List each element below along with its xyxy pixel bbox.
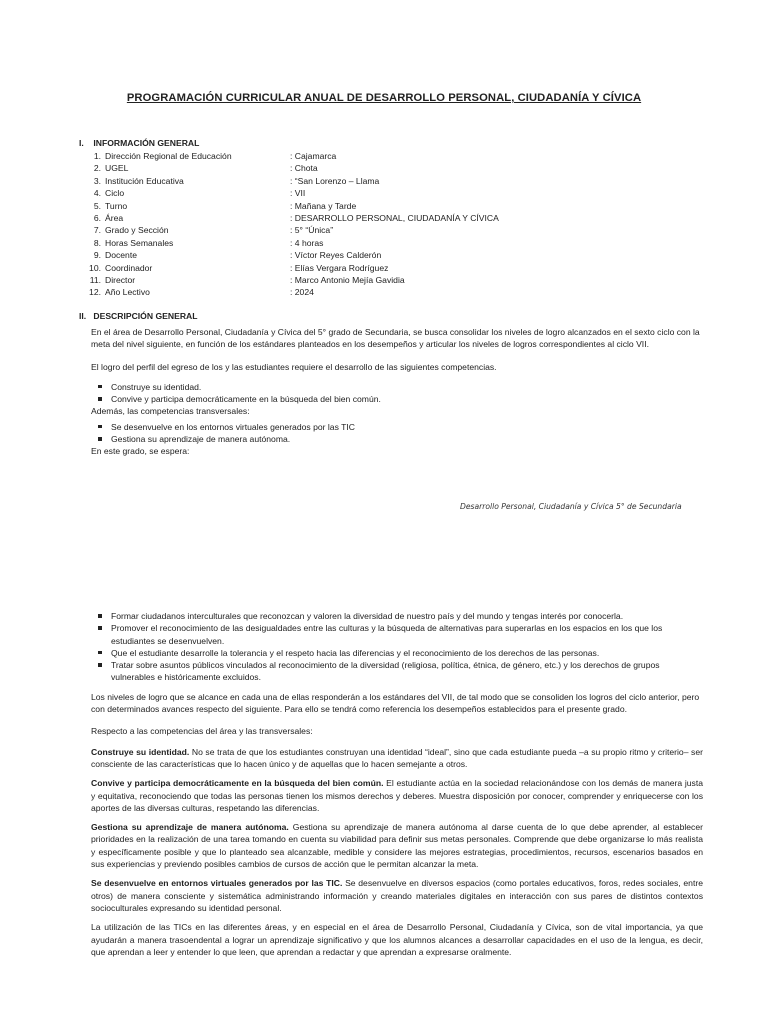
section-1-heading	[79, 137, 199, 149]
info-row: 10. Coordinador : Elías Vergara Rodríguez	[89, 262, 389, 273]
list-item: Formar ciudadanos interculturales que reconozcan y valoren la diversidad de nuestro país y del mundo y tengas interés por conocerla.	[91, 610, 703, 622]
list-item: Convive y participa democráticamente en la búsqueda del bien común.	[91, 393, 703, 405]
info-value: : VII	[290, 188, 306, 199]
section-2-number: II.	[79, 311, 87, 321]
list-item: Promover el reconocimiento de las desigualdades entre las culturas y la búsqueda de alternativas para superarlas en los espacios en los que los estudiantes se desenvuelven.	[91, 622, 703, 647]
info-label: Director	[105, 274, 136, 285]
info-row: 8. Horas Semanales : 4 horas	[93, 237, 324, 248]
info-label: Año Lectivo	[105, 287, 150, 298]
competency-detail: Construye su identidad. No se trata de que los estudiantes construyan una identidad “ideal”, sino que cada estudiante pueda –a su propio ritmo y criterio– ser consciente de las características que lo hacen único y de aquellas que lo hacen semejante a otros.	[91, 746, 703, 769]
info-label: Horas Semanales	[105, 237, 174, 248]
competency-detail: Se desenvuelve en entornos virtuales generados por las TIC. Se desenvuelve en diversos espacios (como portales educativos, foros, redes sociales, entre otros) de manera consciente y sistemática administrando información y creando materiales digitales en interacción con sus pares de distintos contextos socioculturales expresando su identidad personal.	[91, 878, 703, 913]
general-info-list	[84, 150, 684, 299]
expectation-list	[91, 610, 703, 684]
list-item: Gestiona su aprendizaje de manera autónoma.	[91, 433, 703, 445]
list-item: Que el estudiante desarrolle la tolerancia y el respeto hacia las diferencias y el reconocimiento de los derechos de las personas.	[91, 647, 703, 659]
info-row: 6. Área : DESARROLLO PERSONAL, CIUDADANÍA Y CÍVICA	[93, 212, 499, 223]
competency-detail: Convive y participa democráticamente en la búsqueda del bien común. El estudiante actúa en la sociedad relacionándose con los demás de manera justa y equitativa, reconociendo que todas las personas tienen los mismos derechos y deberes. Muestra disposición por conocer, comprender y enriquecerse con los aportes de las diversas culturas, respetando las diferencias.	[91, 778, 703, 813]
info-label: Docente	[105, 250, 138, 261]
competency-list	[91, 381, 703, 406]
section-1-title: INFORMACIÓN GENERAL	[93, 138, 200, 148]
info-label: UGEL	[105, 163, 129, 174]
info-value: : 5° “Única”	[290, 225, 334, 236]
info-row: 4. Ciclo : VII	[93, 188, 306, 199]
tics-paragraph: La utilización de las TICs en las diferentes áreas, y en especial en el área de Desarrollo Personal, Ciudadanía y Cívica, son de vital importancia, ya que ayudarán a manera trasoendental a lograr un aprendizaje significativo y que los alumnos alcances a desarrollar capacidades en el uso de la lengua, es decir, que aprendan a leer y entender lo que leen, que aprendan a redactar y que aprendan a expresarse oralmente.	[91, 922, 703, 957]
info-row: 3. Institución Educativa : “San Lorenzo – Llama	[93, 175, 380, 186]
info-row: 5. Turno : Mañana y Tarde	[93, 200, 357, 211]
info-value: : Marco Antonio Mejía Gavidia	[290, 274, 405, 285]
section-1-number: I.	[79, 138, 84, 148]
info-label: Ciclo	[105, 188, 125, 199]
info-row: 9. Docente : Víctor Reyes Calderón	[93, 250, 382, 261]
info-label: Área	[105, 212, 124, 223]
info-label: Coordinador	[105, 262, 153, 273]
info-value: : DESARROLLO PERSONAL, CIUDADANÍA Y CÍVICA	[290, 212, 499, 223]
page-footer-signature: Desarrollo Personal, Ciudadanía y Cívica 5° de Secundaria	[460, 502, 682, 511]
info-value: : “San Lorenzo – Llama	[290, 175, 380, 186]
list-item: Construye su identidad.	[91, 381, 703, 393]
competency-detail: Gestiona su aprendizaje de manera autónoma. Gestiona su aprendizaje de manera autónoma al darse cuenta de lo que debe aprender, al establecer prioridades en la realización de una tarea tomando en cuenta su viabilidad para definir sus metas personales. Comprende que debe organizarse lo más realista y específicamente posible y que lo planteado sea alcanzable, medible y considere las mejores estrategias, procedimientos, recursos, escenarios basados en sus experiencias y previendo posibles cambios de cursos de acción que le permitan alcanzar la meta.	[91, 822, 703, 870]
info-value: : Elías Vergara Rodríguez	[290, 262, 389, 273]
info-value: : Mañana y Tarde	[290, 200, 357, 211]
section-2-title: DESCRIPCIÓN GENERAL	[93, 311, 198, 321]
info-value: : 2024	[290, 287, 314, 298]
expect-label: En este grado, se espera:	[91, 446, 190, 457]
info-row: 1. Dirección Regional de Educación : Cajamarca	[93, 151, 337, 161]
info-value: : Chota	[290, 163, 318, 174]
transversal-label: Además, las competencias transversales:	[91, 406, 250, 417]
info-value: : Víctor Reyes Calderón	[290, 250, 382, 261]
intro-paragraph: En el área de Desarrollo Personal, Ciudadanía y Cívica del 5° grado de Secundaria, se busca consolidar los niveles de logro alcanzados en el sexto ciclo con la meta del nivel siguiente, en función de los estándares planteados en los desempeños y articular los niveles de logros correspondientes al ciclo VII.	[91, 327, 700, 350]
profile-paragraph: El logro del perfil del egreso de los y las estudiantes requiere el desarrollo de las siguientes competencias.	[91, 361, 497, 372]
info-row: 12. Año Lectivo : 2024	[89, 287, 314, 298]
list-item: Se desenvuelve en los entornos virtuales generados por las TIC	[91, 421, 703, 433]
info-label: Grado y Sección	[105, 225, 169, 236]
document-title: PROGRAMACIÓN CURRICULAR ANUAL DE DESARROLLO PERSONAL, CIUDADANÍA Y CÍVICA	[126, 92, 642, 104]
info-label: Turno	[105, 200, 128, 211]
info-row: 11. Director : Marco Antonio Mejía Gavidia	[89, 274, 405, 285]
info-row: 7. Grado y Sección : 5° “Única”	[93, 225, 334, 236]
levels-paragraph: Los niveles de logro que se alcance en cada una de ellas responderán a los estándares del VII, de tal modo que se consoliden los logros del ciclo anterior, pero con determinados avances respecto del siguiente. Para ello se tendrá como referencia los desempeños establecidos para el presente grado.	[91, 691, 700, 715]
info-label: Institución Educativa	[105, 175, 184, 186]
description-block	[91, 326, 703, 458]
info-row: 2. UGEL : Chota	[93, 163, 318, 174]
respect-label: Respecto a las competencias del área y las transversales:	[91, 726, 313, 737]
list-item: Tratar sobre asuntos públicos vinculados al reconocimiento de la diversidad (religiosa, política, étnica, de género, etc.) y los derechos de grupos vulnerables e históricamente excluidos.	[91, 659, 703, 684]
info-value: : 4 horas	[290, 237, 324, 248]
transversal-list	[91, 421, 703, 446]
info-label: Dirección Regional de Educación	[105, 151, 232, 161]
info-value: : Cajamarca	[290, 151, 337, 161]
expectations-block	[91, 610, 703, 958]
section-2-heading	[79, 310, 197, 322]
